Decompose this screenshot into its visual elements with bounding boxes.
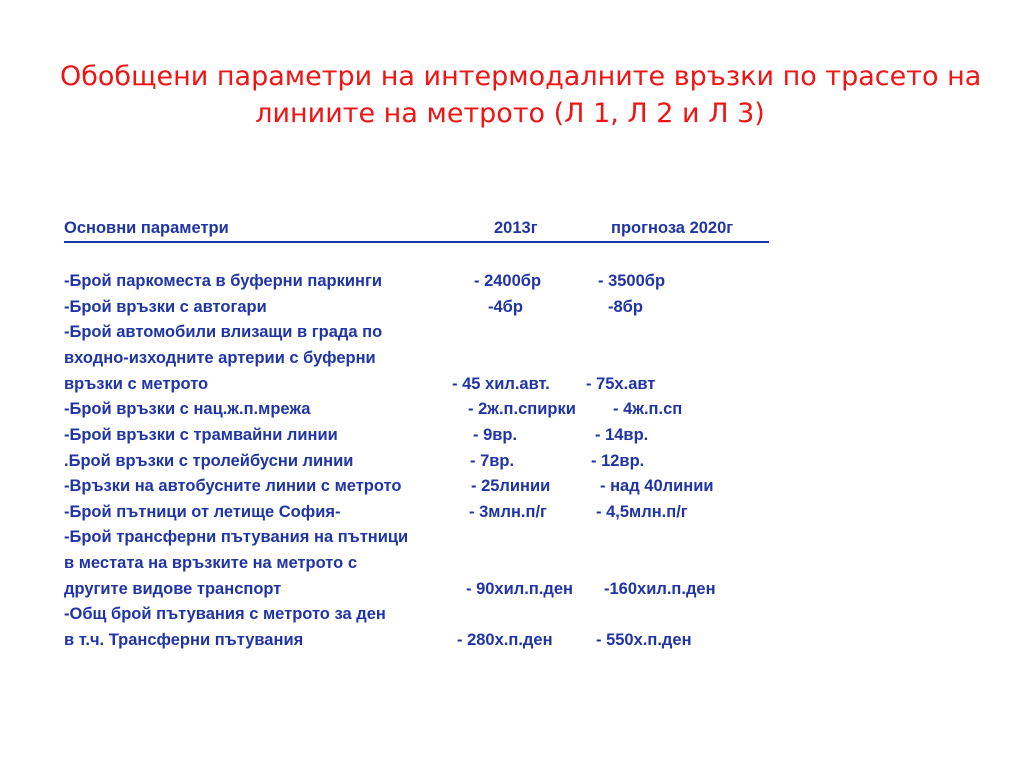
row-value-2020: - 75х.авт	[586, 375, 656, 393]
row-value-2020: -8бр	[608, 298, 643, 316]
row-label: .Брой връзки с тролейбусни линии	[64, 452, 354, 470]
row-label: -Брой паркоместа в буферни паркинги	[64, 272, 382, 290]
row-label: -Брой връзки с трамвайни линии	[64, 426, 338, 444]
row-value-2020: - 550х.п.ден	[596, 631, 692, 649]
row-value-2020: - 12вр.	[591, 452, 645, 470]
row-label: връзки с метрото	[64, 375, 209, 393]
row-value-2020: -160хил.п.ден	[604, 580, 716, 598]
row-value-2013: - 3млн.п/г	[469, 503, 547, 521]
header-2013: 2013г	[494, 219, 538, 237]
row-label: -Брой автомобили влизащи в града по	[64, 323, 383, 341]
row-value-2020: - над 40линии	[600, 477, 714, 495]
row-label: -Брой пътници от летище София-	[64, 503, 341, 521]
row-value-2013: - 45 хил.авт.	[452, 375, 550, 393]
row-label: -Брой връзки с нац.ж.п.мрежа	[64, 400, 311, 418]
row-label: в т.ч. Трансферни пътувания	[64, 631, 304, 649]
row-label: -Брой връзки с автогари	[64, 298, 267, 316]
slide-title	[60, 58, 982, 132]
row-value-2013: - 90хил.п.ден	[466, 580, 573, 598]
row-value-2020: - 4ж.п.сп	[613, 400, 683, 418]
title-line-1: Обобщени параметри на интермодалните връзки по трасето на	[60, 61, 982, 92]
row-value-2020: - 14вр.	[595, 426, 649, 444]
row-value-2020: - 4,5млн.п/г	[596, 503, 688, 521]
row-label: -Брой трансферни пътувания на пътници	[64, 528, 409, 546]
row-label: в местата на връзките на метрото с	[64, 554, 358, 572]
row-value-2013: - 9вр.	[473, 426, 518, 444]
row-value-2013: - 280х.п.ден	[457, 631, 553, 649]
header-label: Основни параметри	[64, 219, 229, 237]
row-label: другите видове транспорт	[64, 580, 282, 598]
table-header	[64, 219, 769, 243]
title-line-2: линиите на метрото (Л 1, Л 2 и Л 3)	[255, 98, 765, 129]
row-label: входно-изходните артерии с буферни	[64, 349, 376, 367]
header-2020-forecast: прогноза 2020г	[611, 219, 734, 237]
row-value-2013: - 7вр.	[470, 452, 515, 470]
row-value-2013: - 2400бр	[474, 272, 542, 290]
row-value-2013: - 25линии	[471, 477, 551, 495]
row-label: -Общ брой пътувания с метрото за ден	[64, 605, 386, 623]
row-value-2020: - 3500бр	[598, 272, 666, 290]
row-value-2013: - 2ж.п.спирки	[468, 400, 576, 418]
row-label: -Връзки на автобусните линии с метрото	[64, 477, 402, 495]
row-value-2013: -4бр	[488, 298, 523, 316]
